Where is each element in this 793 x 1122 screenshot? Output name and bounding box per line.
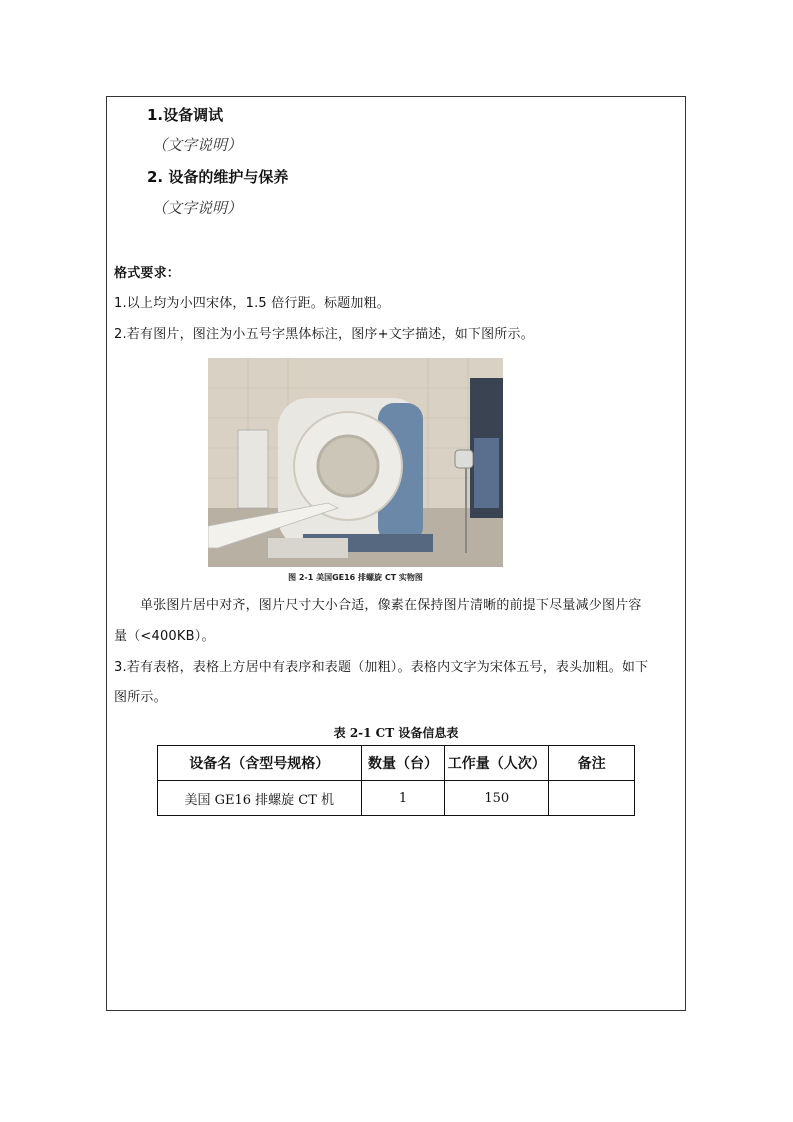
section-heading-2: 2. 设备的维护与保养 bbox=[147, 168, 289, 186]
cell-quantity: 1 bbox=[361, 781, 445, 816]
section-heading-1: 1.设备调试 bbox=[147, 106, 224, 124]
figure-caption: 图 2-1 美国GE16 排螺旋 CT 实物图 bbox=[288, 573, 423, 582]
header-workload: 工作量（人次） bbox=[445, 746, 549, 781]
ct-equipment-table bbox=[157, 745, 635, 816]
ct-scanner-photo bbox=[208, 358, 503, 567]
cell-workload: 150 bbox=[445, 781, 549, 816]
section-note-2: （文字说明） bbox=[152, 199, 243, 217]
table-caption: 表 2-1 CT 设备信息表 bbox=[333, 726, 459, 740]
table-header-row bbox=[158, 746, 635, 781]
cell-remarks bbox=[549, 781, 635, 816]
header-device-name: 设备名（含型号规格） bbox=[158, 746, 362, 781]
section-note-1: （文字说明） bbox=[152, 136, 243, 154]
format-rule-3-line2: 图所示。 bbox=[114, 690, 167, 705]
format-rule-3-line1: 3.若有表格，表格上方居中有表序和表题（加粗）。表格内文字为宋体五号，表头加粗。如下 bbox=[114, 660, 649, 675]
format-title: 格式要求： bbox=[114, 266, 181, 281]
para1-line2: 量（<400KB）。 bbox=[114, 629, 215, 644]
para1-line1: 单张图片居中对齐，图片尺寸大小合适，像素在保持图片清晰的前提下尽量减少图片容 bbox=[140, 598, 642, 613]
cell-device-name: 美国 GE16 排螺旋 CT 机 bbox=[158, 781, 362, 816]
header-quantity: 数量（台） bbox=[361, 746, 445, 781]
format-rule-1: 1.以上均为小四宋体，1.5 倍行距。标题加粗。 bbox=[114, 296, 391, 311]
format-rule-2: 2.若有图片，图注为小五号字黑体标注，图序+文字描述，如下图所示。 bbox=[114, 327, 534, 342]
header-remarks: 备注 bbox=[549, 746, 635, 781]
table-row bbox=[158, 781, 635, 816]
